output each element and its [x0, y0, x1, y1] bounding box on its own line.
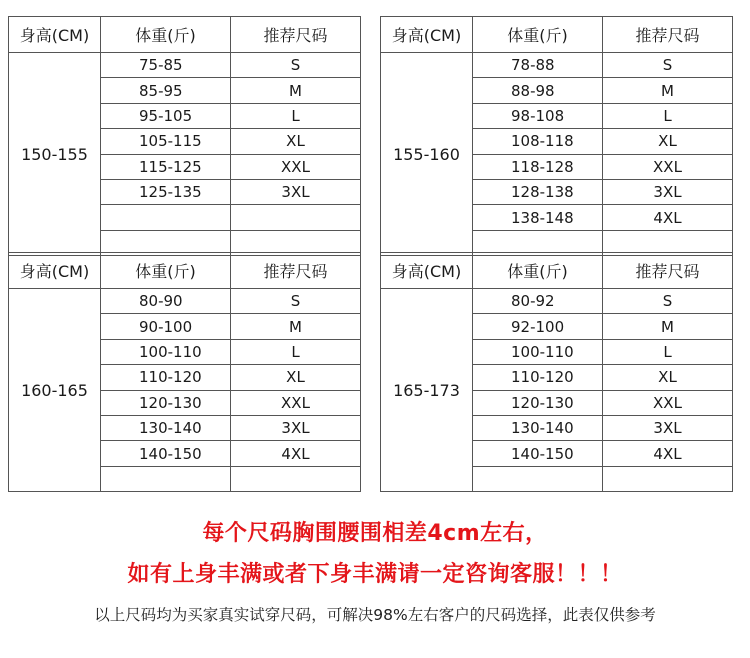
table-row [9, 53, 361, 78]
weight-cell: 100-110 [101, 339, 231, 364]
size-table-4 [380, 252, 733, 492]
weight-cell: 92-100 [473, 314, 603, 339]
size-cell: 4XL [231, 441, 361, 466]
weight-cell [101, 466, 231, 491]
weight-cell: 125-135 [101, 179, 231, 204]
size-cell: 3XL [231, 415, 361, 440]
weight-cell: 120-130 [101, 390, 231, 415]
weight-cell: 110-120 [101, 365, 231, 390]
size-cell: M [603, 78, 733, 103]
weight-cell: 118-128 [473, 154, 603, 179]
height-range-cell: 160-165 [9, 289, 101, 492]
size-table-1 [8, 16, 361, 256]
weight-cell: 110-120 [473, 365, 603, 390]
size-cell: M [603, 314, 733, 339]
header-size: 推荐尺码 [231, 253, 361, 289]
weight-cell: 130-140 [101, 415, 231, 440]
size-cell: XXL [603, 154, 733, 179]
weight-cell: 130-140 [473, 415, 603, 440]
size-table-2 [380, 16, 733, 256]
weight-cell: 85-95 [101, 78, 231, 103]
size-cell: XL [603, 365, 733, 390]
size-cell: XL [231, 129, 361, 154]
header-weight: 体重(斤) [101, 253, 231, 289]
weight-cell: 80-90 [101, 289, 231, 314]
size-cell: 4XL [603, 441, 733, 466]
header-weight: 体重(斤) [473, 17, 603, 53]
height-range-cell: 150-155 [9, 53, 101, 256]
table-header-row [9, 17, 361, 53]
footer-note: 以上尺码均为买家真实试穿尺码，可解决98%左右客户的尺码选择，此表仅供参考 [94, 606, 656, 624]
weight-cell: 108-118 [473, 129, 603, 154]
weight-cell: 80-92 [473, 289, 603, 314]
weight-cell: 78-88 [473, 53, 603, 78]
note-chest-waist: 每个尺码胸围腰围相差4cm左右， [202, 521, 548, 546]
weight-cell: 115-125 [101, 154, 231, 179]
header-height: 身高(CM) [9, 253, 101, 289]
size-cell: L [231, 339, 361, 364]
table-header-row [9, 253, 361, 289]
table-header-row [381, 253, 733, 289]
size-cell: L [603, 103, 733, 128]
size-cell: 4XL [603, 205, 733, 230]
header-size: 推荐尺码 [231, 17, 361, 53]
size-cell: M [231, 78, 361, 103]
size-cell [231, 466, 361, 491]
table-row [381, 53, 733, 78]
weight-cell: 140-150 [473, 441, 603, 466]
header-height: 身高(CM) [381, 17, 473, 53]
weight-cell [101, 205, 231, 230]
weight-cell: 98-108 [473, 103, 603, 128]
size-cell: XL [231, 365, 361, 390]
size-cell: 3XL [603, 415, 733, 440]
size-cell: L [603, 339, 733, 364]
size-cell: S [231, 289, 361, 314]
table-row [381, 289, 733, 314]
header-height: 身高(CM) [381, 253, 473, 289]
header-weight: 体重(斤) [101, 17, 231, 53]
size-cell: S [603, 289, 733, 314]
size-table-3 [8, 252, 361, 492]
header-weight: 体重(斤) [473, 253, 603, 289]
weight-cell: 100-110 [473, 339, 603, 364]
weight-cell [473, 466, 603, 491]
table-row [9, 289, 361, 314]
note-consult-service: 如有上身丰满或者下身丰满请一定咨询客服！！！ [127, 562, 623, 587]
header-size: 推荐尺码 [603, 17, 733, 53]
header-size: 推荐尺码 [603, 253, 733, 289]
size-cell: XXL [231, 154, 361, 179]
weight-cell: 105-115 [101, 129, 231, 154]
weight-cell: 75-85 [101, 53, 231, 78]
size-cell: S [231, 53, 361, 78]
size-cell: XL [603, 129, 733, 154]
weight-cell: 138-148 [473, 205, 603, 230]
weight-cell: 90-100 [101, 314, 231, 339]
weight-cell: 120-130 [473, 390, 603, 415]
height-range-cell: 165-173 [381, 289, 473, 492]
size-cell: S [603, 53, 733, 78]
size-cell: L [231, 103, 361, 128]
size-cell [231, 205, 361, 230]
size-cell: 3XL [603, 179, 733, 204]
weight-cell: 88-98 [473, 78, 603, 103]
weight-cell: 140-150 [101, 441, 231, 466]
size-cell: XXL [231, 390, 361, 415]
size-cell: 3XL [231, 179, 361, 204]
weight-cell: 128-138 [473, 179, 603, 204]
header-height: 身高(CM) [9, 17, 101, 53]
size-cell [603, 466, 733, 491]
size-cell: M [231, 314, 361, 339]
height-range-cell: 155-160 [381, 53, 473, 256]
table-header-row [381, 17, 733, 53]
weight-cell: 95-105 [101, 103, 231, 128]
size-cell: XXL [603, 390, 733, 415]
